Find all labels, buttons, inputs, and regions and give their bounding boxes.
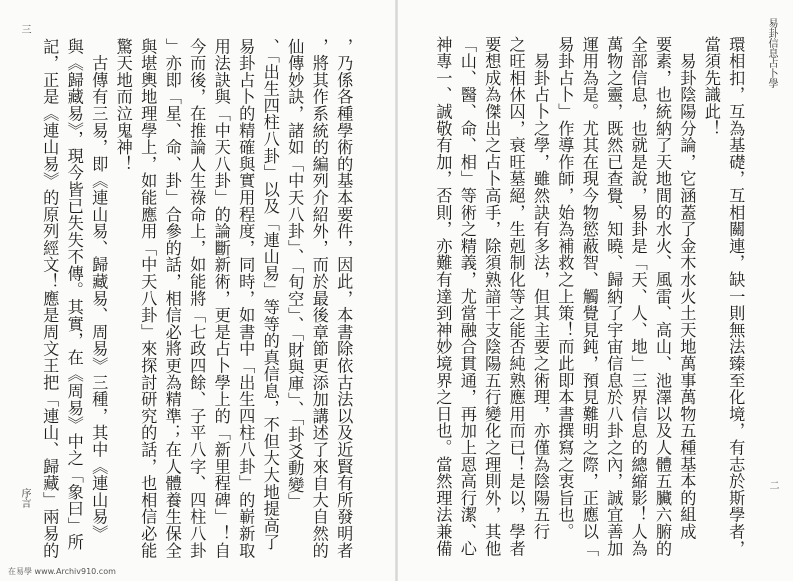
left-text-column-12: 與《歸藏易》，現今皆已失失不傳。其實，在《周易》中之「象曰」所	[64, 38, 84, 551]
right-text-column-13: 神專一、誠敬有加，否則，亦難有達到神妙境界之日也。當然理法兼備	[433, 36, 453, 557]
right-text-column-6: 萬物之靈，既然已查覺、知曉、歸納了宇宙信息於八卦之內，誠宜善加	[604, 36, 624, 557]
left-text-column-10: 驚天地而泣鬼神！	[113, 38, 133, 173]
right-text-column-11: 要想成為傑出之占卜高手，除須熟諳干支陰陽五行變化之理則外，其他	[482, 36, 502, 557]
right-text-column-12: 「山、醫、命、相」等術之精義，尤當融合貫通，再加上恩高行潔、心	[457, 36, 477, 557]
right-page	[397, 0, 793, 581]
right-text-column-10: 之旺相休囚，衰旺墓絕，生剋制化等之能否純熟應用而已！是以，學者	[506, 36, 526, 557]
left-text-column-9: 與堪輿地理學上，如能應用「中天八卦」來探討研究的話，也相信必能	[138, 38, 158, 559]
left-text-column-3: 仙傳妙訣，諸如「中天八卦」、「旬空」、「財與庫」、「卦爻動變」	[285, 38, 305, 511]
right-text-column-5: 全部信息，也就是說，易卦是「天、人、地」三界信息的總縮影！人為	[628, 36, 648, 557]
left-text-column-4: 、「出生四柱八卦」以及「連山易」等等的真信息，不但大大地提高了	[260, 38, 280, 551]
left-text-column-5: 易卦占卜的精確與實用程度，同時，如書中「出生四柱八卦」的嶄新取	[236, 38, 256, 559]
left-text-column-1: ，乃係各種學術的基本要件，因此，本書除依古法以及近賢有所發明者	[334, 38, 354, 559]
running-header: 易卦信息占卜學	[766, 18, 777, 88]
right-text-column-8: 易卦占卜」作導作師，始為補救之上策！而此即本書撰寫之衷旨也。	[555, 36, 575, 540]
page-number-right: 二	[767, 480, 778, 490]
left-text-column-2: ，將其作系統的編列介紹外，而於最後章節更添加講述了來自大自然的	[309, 38, 329, 559]
left-page	[0, 0, 396, 581]
right-text-column-3: 易卦陰陽分論，它涵蓋了金木水火土天地萬事萬物五種基本的組成	[677, 36, 697, 540]
left-text-column-8: 」亦即「星、命、卦」合參的話，相信必將更為精準；在人體養生保全	[162, 38, 182, 559]
footer-note: 在易學 www.Archiv910.com	[8, 567, 116, 576]
right-text-column-7: 運用為是。尤其在現今物慾蔽智、觸覺見鈍，預見難明之際，正應以「	[579, 36, 599, 557]
page-number-left: 三	[19, 24, 30, 34]
left-text-column-6: 用法訣與「中天八卦」的論斷新術，更是占卜學上的「新里程碑」！自	[211, 38, 231, 559]
left-text-column-13: 記，正是《連山易》的原列經文！應是周文王把「連山、歸藏」兩易的	[40, 38, 60, 559]
right-text-column-1: 環相扣，互為基礎，互相關連，缺一則無法臻至化境，有志於斯學者，	[726, 36, 746, 557]
right-text-column-9: 易卦占卜之學，雖然訣有多法，但其主要之術理，亦僅為陰陽五行	[531, 36, 550, 540]
footer-title: 序言	[19, 488, 30, 508]
left-text-column-11: 古傳有三易，即《連山易、歸藏易、周易》三種，其中《連山易》	[89, 38, 109, 542]
right-text-column-4: 要素，也統納了天地間的水火、風雷、高山、池澤以及人體五臟六腑的	[653, 36, 672, 557]
left-text-column-7: 今而後，在推論人生祿命上，如能將「七政四餘、子平八字、四柱八卦	[187, 38, 207, 559]
right-text-column-2: 當須先識此！	[701, 36, 721, 137]
